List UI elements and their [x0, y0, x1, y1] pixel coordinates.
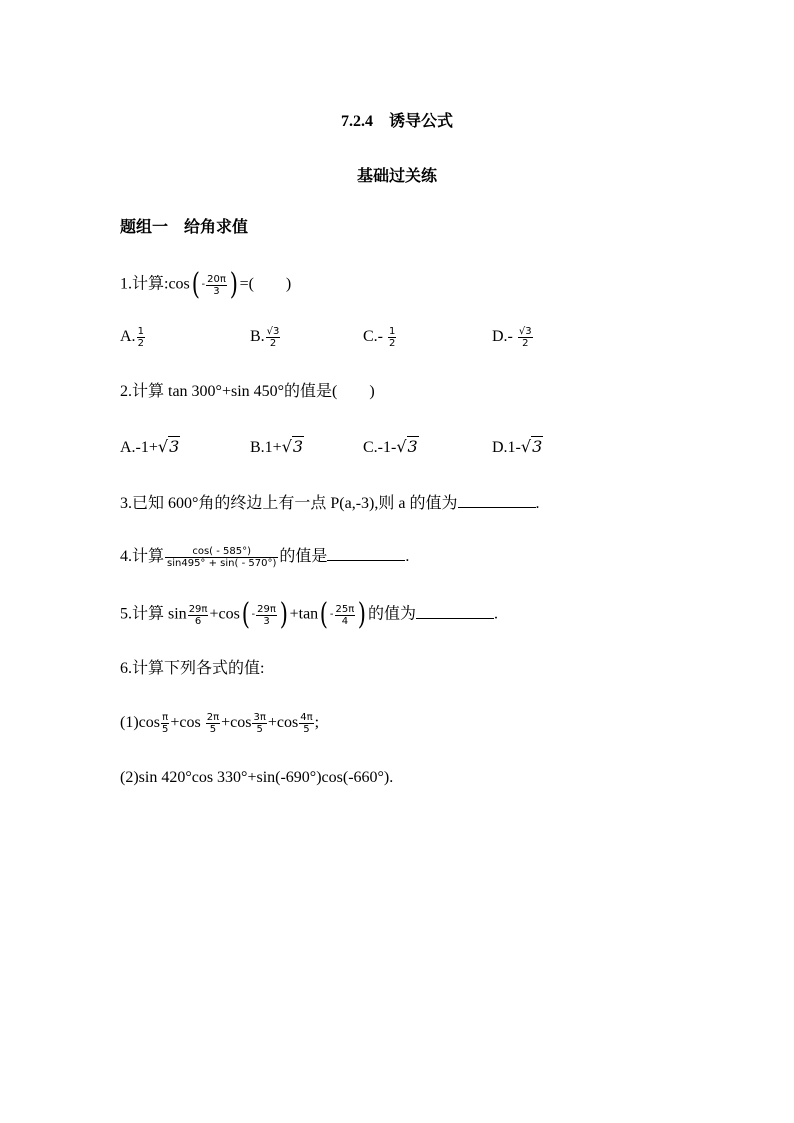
p1-prefix: (1)cos [120, 714, 160, 732]
q2-choice-c [363, 437, 419, 458]
question-2: 2.计算 tan 300°+sin 450°的值是( ) [120, 383, 375, 400]
denominator: 2 [522, 338, 529, 349]
question-6: 6.计算下列各式的值: [120, 660, 265, 677]
q1-choice-c [363, 326, 397, 349]
right-paren: ) [279, 597, 288, 632]
q4-end: . [405, 548, 410, 566]
denominator: 5 [303, 724, 310, 735]
q2-choice-b [250, 437, 304, 458]
q1-prefix: 1.计算:cos [120, 275, 190, 293]
plus-cos: +cos [221, 714, 252, 732]
q4-suffix: 的值是 [279, 548, 328, 566]
question-1 [120, 267, 292, 302]
choice-fraction [388, 326, 396, 349]
q1-minus: - [201, 279, 206, 290]
choice-label: C.- [363, 328, 383, 346]
radical-sign: √ [520, 437, 532, 456]
sqrt-expression [282, 437, 304, 458]
denominator: 5 [209, 724, 217, 735]
radical-sign: √ [157, 437, 169, 456]
q5-tan: +tan [289, 605, 319, 623]
q1-choice-a [120, 326, 146, 349]
q2-choice-a [120, 437, 180, 458]
q1-numerator: 20π [207, 273, 226, 285]
numerator: 1 [389, 326, 396, 337]
answer-blank[interactable] [458, 493, 536, 508]
numerator: 29π [257, 603, 276, 615]
denominator: sin495° + sin( - 570°) [167, 558, 277, 569]
minus-sign: - [329, 609, 334, 620]
left-paren: ( [241, 597, 250, 632]
right-paren: ) [358, 597, 367, 632]
minus-sign: - [251, 609, 256, 620]
choice-label: D.- [492, 328, 513, 346]
radicand: 3 [532, 437, 543, 456]
radicand: 3 [292, 437, 304, 456]
sqrt-expression [521, 437, 543, 458]
question-5 [120, 597, 498, 632]
p1-end: ; [314, 714, 320, 732]
denominator: 5 [256, 724, 263, 735]
q5-suffix: 的值为 [367, 605, 416, 623]
q5-prefix: 5.计算 sin [120, 605, 187, 623]
choice-fraction [137, 326, 145, 349]
sqrt-expression [158, 437, 180, 458]
sqrt-expression [396, 437, 418, 458]
p1-fraction-3 [252, 712, 266, 735]
numerator: cos( - 585°) [165, 546, 278, 558]
denominator: 4 [341, 615, 349, 627]
answer-blank[interactable] [327, 546, 405, 561]
numerator: 29π [188, 603, 208, 615]
radicand: 3 [407, 437, 418, 456]
page-title: 7.2.4 诱导公式 [340, 113, 453, 130]
q2-choice-d [492, 437, 543, 458]
p1-fraction-2 [206, 712, 220, 735]
left-paren: ( [191, 267, 200, 302]
q5-fraction-1 [188, 604, 209, 627]
question-6-part-1 [120, 712, 319, 735]
numerator: 3π [253, 712, 266, 723]
p1-fraction-1 [161, 712, 169, 735]
q3-text: 3.已知 600°角的终边上有一点 P(a,-3),则 a 的值为 [120, 495, 458, 512]
radicand: 3 [169, 437, 180, 456]
choice-label: D.1- [492, 439, 521, 456]
numerator: π [162, 712, 169, 723]
q3-end: . [535, 495, 540, 512]
choice-label: A. [120, 328, 136, 346]
question-6-part-2: (2)sin 420°cos 330°+sin(-690°)cos(-660°). [120, 769, 394, 786]
q5-end: . [493, 605, 498, 623]
numerator: 4π [300, 712, 313, 723]
group-title: 题组一 给角求值 [120, 219, 249, 236]
q4-fraction [165, 546, 278, 569]
numerator: 1 [137, 326, 144, 337]
choice-fraction [518, 326, 533, 349]
choice-label: B.1+ [250, 439, 282, 456]
denominator: 2 [389, 338, 396, 349]
q1-choice-b [250, 326, 281, 349]
q1-choice-d [492, 326, 534, 349]
right-paren: ) [229, 267, 238, 302]
radical-sign: √ [281, 437, 292, 456]
q5-cos: +cos [209, 605, 240, 623]
radical-sign: √ [396, 437, 407, 456]
section-subtitle: 基础过关练 [356, 168, 437, 185]
question-4 [120, 546, 409, 569]
q5-fraction-3 [335, 604, 356, 627]
q1-suffix: =( ) [239, 275, 292, 293]
p1-fraction-4 [299, 712, 313, 735]
left-paren: ( [319, 597, 329, 632]
denominator: 3 [263, 615, 270, 627]
denominator: 5 [161, 724, 169, 735]
choice-label: C.-1- [363, 439, 397, 456]
choice-label: B. [250, 328, 265, 346]
q1-denominator: 3 [213, 285, 220, 297]
numerator: √3 [266, 326, 280, 337]
denominator: 6 [194, 615, 202, 627]
q1-fraction [206, 274, 227, 297]
choice-label: A.-1+ [120, 439, 158, 456]
denominator: 2 [269, 338, 277, 349]
numerator: 2π [206, 712, 220, 723]
plus-cos: +cos [267, 714, 299, 732]
numerator: √3 [518, 326, 532, 337]
answer-blank[interactable] [416, 604, 494, 619]
question-3 [120, 493, 540, 514]
plus-cos: +cos [170, 714, 201, 732]
q5-fraction-2 [256, 604, 277, 627]
denominator: 2 [137, 338, 144, 349]
q4-prefix: 4.计算 [120, 548, 165, 566]
numerator: 25π [335, 603, 355, 615]
choice-fraction [266, 326, 281, 349]
